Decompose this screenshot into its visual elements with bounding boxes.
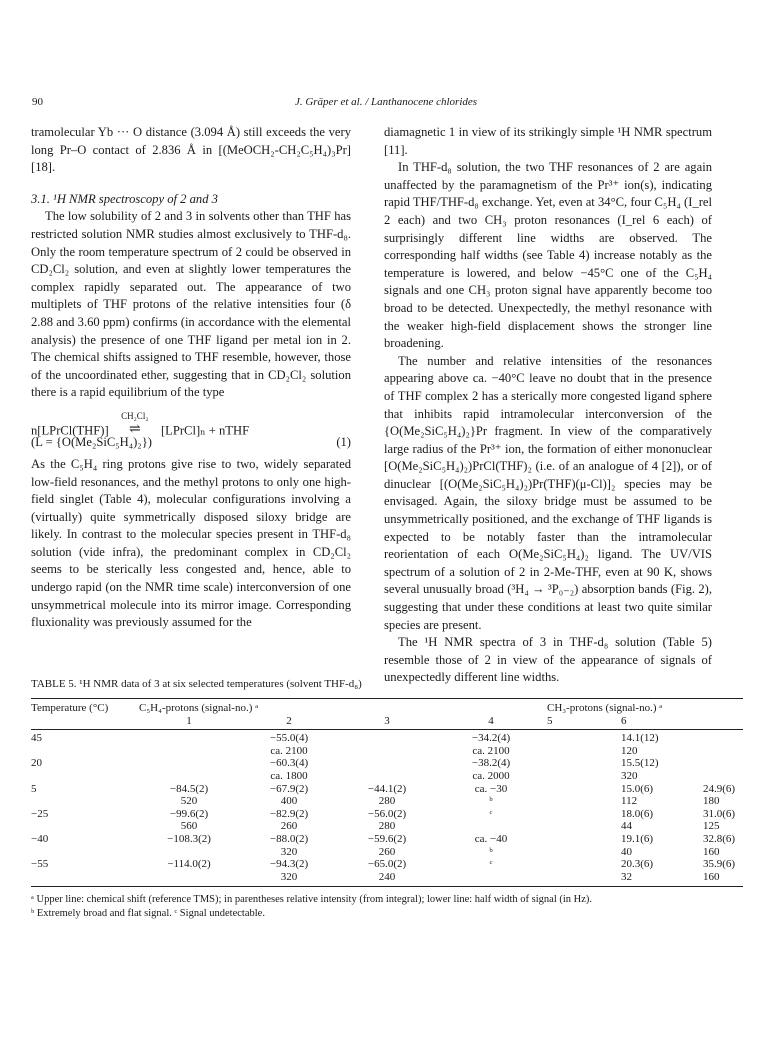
footnote-b: ᵇ Extremely broad and flat signal. ᶜ Signal undetectable. [31,908,265,920]
table-cell [703,757,743,770]
temperature-cell [31,795,139,808]
table-cell: 160 [703,870,720,883]
temperature-cell: −40 [31,832,49,845]
temperature-cell: −25 [31,807,49,820]
signal-no: 2 [286,714,292,727]
table-cell [703,770,743,783]
table-cell: 20.3(6) [621,858,654,871]
header-temperature: Temperature (°C) [31,702,109,714]
equation-number: (1) [336,434,351,449]
table-cell: −60.3(4) [269,757,309,770]
table-footnotes [31,893,743,921]
temperature-cell: −55 [31,858,49,871]
table-cell: 280 [378,820,396,833]
table-cell: ᶜ [489,858,493,871]
table-cell: 32 [621,870,632,883]
table-cell: 560 [180,820,198,833]
table-cell [547,795,621,808]
table-cell: −59.6(2) [367,832,407,845]
equation-solvent: CH₂Cl₂ [121,410,149,421]
paragraph: tramolecular Yb ··· O distance (3.094 Å) still exceeds the very long Pr–O contact of 2.836 Å in [(MeOCH₂-CH₂C₅H₄)₃Pr] [18]. [31,125,351,175]
table-cell [547,770,621,783]
table-cell [547,808,621,821]
table-cell: 320 [621,769,638,782]
table-cell [435,871,547,884]
table-cell: 44 [621,820,632,833]
right-column [384,124,712,687]
table-cell [139,745,239,758]
temperature-cell [31,820,139,833]
table-cell: 240 [378,870,396,883]
table-cell: 280 [378,795,396,808]
table-cell: 14.1(12) [621,732,659,745]
running-head: J. Gräper et al. / Lanthanocene chlorides [294,96,478,108]
equation-right: [LPrCl]ₙ + nTHF [160,423,250,438]
paragraph: The ¹H NMR spectra of 3 in THF-d₈ solution (Table 5) resemble those of 2 in view of the appearance of signals of unexpectedly different line widths. [384,635,712,685]
paragraph: diamagnetic 1 in view of its strikingly simple ¹H NMR spectrum [11]. [384,125,712,157]
table-cell: 320 [280,845,298,858]
table-cell: 260 [378,845,396,858]
table-cell: 15.0(6) [621,782,654,795]
table-cell [139,732,239,745]
temperature-cell [31,871,139,884]
signal-number-row [31,715,743,730]
signal-no: 4 [488,714,494,727]
table-cell: 40 [621,845,632,858]
table-row [31,745,743,758]
table-cell [547,745,621,758]
table-cell: ca. 2000 [472,769,510,782]
table-row [31,833,743,846]
table-cell: −82.9(2) [269,807,309,820]
table-cell: −55.0(4) [269,732,309,745]
footnote-a: ᵃ Upper line: chemical shift (reference TMS); in parentheses relative intensity (from integral); lower line: half width of signal (in Hz). [31,894,593,906]
table-cell [339,757,435,770]
table-cell [547,833,621,846]
table-cell: 18.0(6) [621,807,654,820]
table-cell [547,732,621,745]
signal-no: 5 [547,714,553,727]
paragraph: The low solubility of 2 and 3 in solvents other than THF has restricted solution NMR studies almost exclusively to THF-d₈. Only the room temperature spectrum of 2 could be observed in CD₂Cl₂ solution, and even at slightly lower temperatures the complex rapidly separated out. The appearance of two multiplets of THF protons of the relative intensities four (δ 2.88 and 3.60 ppm) confirms (in accordance with the elemental analysis) the presence of one THF ligand per metal ion in 2. The chemical shifts assigned to THF resemble, however, those of the uncoordinated ether, suggesting that in CD₂Cl₂ solution there is a rapid equilibrium of the type [31,209,351,400]
table-cell: −84.5(2) [169,782,209,795]
table-cell: 400 [280,795,298,808]
table-row [31,846,743,859]
table-row [31,820,743,833]
table-cell [339,745,435,758]
temperature-cell [31,770,139,783]
equilibrium-arrow [112,408,158,437]
equation [31,408,351,438]
table-cell: ca. 2100 [472,744,510,757]
table-cell: 35.9(6) [703,858,736,871]
temperature-cell [31,745,139,758]
table-cell: ca. −40 [474,832,508,845]
section-heading: 3.1. ¹H NMR spectroscopy of 2 and 3 [31,191,218,206]
header-c5h4: C₅H₄-protons (signal-no.) ᵃ [139,702,259,714]
table-body [31,730,743,883]
equation-def-text: (L = {O(Me₂SiC₅H₄)₂}) [31,434,152,449]
table-cell: ᵇ [489,795,493,808]
signal-no: 6 [621,714,627,727]
table-cell [339,770,435,783]
table-cell: −65.0(2) [367,858,407,871]
table-cell: 15.5(12) [621,757,659,770]
table-cell [435,820,547,833]
paragraph: The number and relative intensities of the resonances appearing above ca. −40°C leave no doubt that in the presence of THF complex 2 has a sterically more congested ligand sphere that inhibits rapid intramolecular interconversion of the {O(Me₂SiC₅H₄)₂}Pr fragment. In view of the comparatively large radius of the Pr³⁺ ion, the formation of either mononuclear [O(Me₂SiC₅H₄)₂)PrCl(THF)₂ (i.e. of an analogue of 4 [2]), or of dinuclear [(O(Me₂SiC₅H₄)₂)Pr(THF)(μ-Cl)]₂ species may be envisaged. Again, the siloxy bridge must be assumed to be unsymmetrically positioned, and the exchange of THF ligands is expected to be notably faster than the intramolecular reorientation of each O(Me₂SiC₅H₄)₂ ligand. The UV/VIS spectrum of a solution of 2 in 2-Me-THF, even at 90 K, shows several unusually broad (³H₄ → ³P₀₋₂) absorption bands (Fig. 2), suggesting that under these conditions at least two quite similar species are present. [384,353,712,632]
table-cell [139,846,239,859]
table-cell: 520 [180,795,198,808]
temperature-cell: 45 [31,732,42,745]
table-cell: 180 [703,795,720,808]
nmr-data-table [31,678,743,921]
table-caption: TABLE 5. ¹H NMR data of 3 at six selected temperatures (solvent THF-d₈) [31,678,362,690]
table-cell: 160 [703,845,720,858]
table-cell: −44.1(2) [367,782,407,795]
table-cell: 19.1(6) [621,832,654,845]
table-cell: 120 [621,744,638,757]
table-row [31,783,743,796]
table-cell: ᶜ [489,807,493,820]
table-row [31,770,743,783]
table-cell [139,757,239,770]
table-row [31,757,743,770]
table-cell [547,783,621,796]
table-header-row [31,699,743,715]
table-cell: 125 [703,820,720,833]
table-cell: 32.8(6) [703,832,736,845]
table-row [31,808,743,821]
table-cell: −34.2(4) [471,732,511,745]
left-column [31,124,351,632]
table-cell: 31.0(6) [703,807,736,820]
temperature-cell: 5 [31,782,37,795]
table-cell: ca. 2100 [270,744,308,757]
table-cell: −99.6(2) [169,807,209,820]
table-row [31,858,743,871]
table-row [31,732,743,745]
paragraph: As the C₅H₄ ring protons give rise to two, widely separated low-field resonances, and the methyl protons to only one high-field singlet (Table 4), molecular configurations involving a (virtually) quite symmetrically disposed siloxy bridge are likely. In contrast to the molecular species present in THF-d₈ solution (vide infra), the predominant complex in CD₂Cl₂ seems to be sterically less congested and, hence, able to undergo rapid (on the NMR time scale) interconversion of one unsymmetrical molecule into its mirror image. Corresponding fluxionality was previously assumed for the [31,456,351,630]
table-cell: 260 [280,820,298,833]
table-bottom-rule [31,886,743,887]
table-cell: −67.9(2) [269,782,309,795]
signal-no: 3 [384,714,390,727]
table-cell [547,820,621,833]
equation-definition [31,434,351,454]
temperature-cell [31,846,139,859]
header-ch3: CH₃-protons (signal-no.) ᵃ [547,702,663,714]
table-cell [339,732,435,745]
table-cell: 24.9(6) [703,782,736,795]
table-cell [547,858,621,871]
table-cell [703,745,743,758]
table-cell: −114.0(2) [167,858,211,871]
table-row [31,795,743,808]
page-number: 90 [32,96,43,108]
table-cell [547,846,621,859]
table-cell [547,757,621,770]
table-cell: ᵇ [489,845,493,858]
equation-left: n[LPrCl(THF)] [31,423,109,438]
table-cell: ca. −30 [474,782,508,795]
paragraph: In THF-d₈ solution, the two THF resonances of 2 are again unaffected by the paramagnetism of the Pr³⁺ ion(s), indicating rapid THF/THF-d₈ exchange. Yet, even at 34°C, four C₅H₄ (I_rel 2 each) and two CH₃ proton resonances (I_rel 6 each) of surprisingly different line widths are observed. The corresponding half widths (see Table 4) increase notably as the temperature is lowered, and below −45°C one of the C₅H₄ signals and one CH₃ proton signal have apparently become too broad to be detected. Unexpectedly, the methyl resonance with the weaker high-field displacement shows the stronger line broadening. [384,160,712,351]
temperature-cell: 20 [31,757,42,770]
table-cell: −56.0(2) [367,807,407,820]
table-cell: 112 [621,795,638,808]
table-row [31,871,743,884]
table-cell [139,871,239,884]
table-cell: −108.3(2) [167,832,211,845]
table-cell [139,770,239,783]
table-cell: −38.2(4) [471,757,511,770]
table-cell: ca. 1800 [270,769,308,782]
signal-no: 1 [186,714,192,727]
table-cell [547,871,621,884]
table-cell: −94.3(2) [269,858,309,871]
table-cell: −88.0(2) [269,832,309,845]
equilibrium-arrow-icon: ⇌ [128,421,141,437]
table-cell [703,732,743,745]
table-cell: 320 [280,870,298,883]
